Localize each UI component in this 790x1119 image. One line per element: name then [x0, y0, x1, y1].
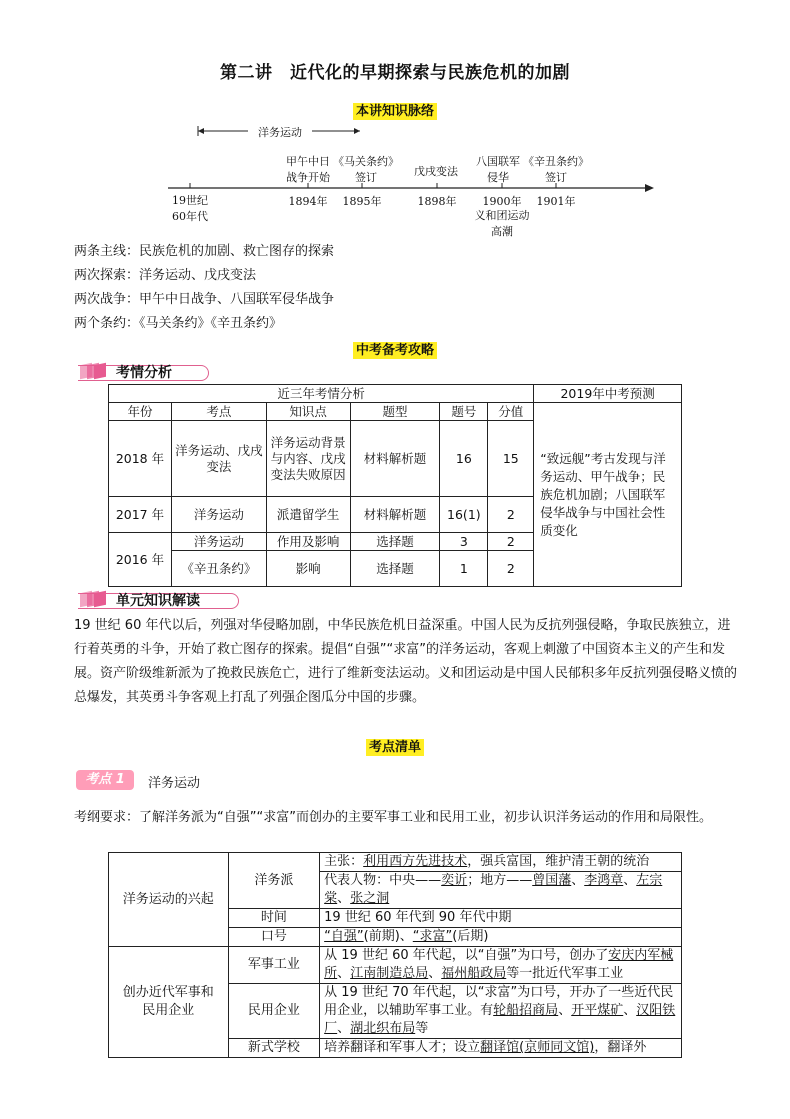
badge-unit-knowledge	[78, 589, 248, 609]
underlined-text: “求富”	[412, 929, 453, 944]
table-header: 题型	[350, 403, 440, 421]
table-cell: 作用及影响	[266, 533, 350, 551]
requirement-text: 考纲要求：了解洋务派为“自强”“求富”而创办的主要军事工业和民用工业，初步认识洋务运动的作用和局限性。	[74, 810, 712, 825]
table-cell: 16(1)	[440, 497, 488, 533]
year-label: 1894年	[288, 195, 328, 208]
table-header: 知识点	[266, 403, 350, 421]
body-text: 培养翻译和军事人才；设立	[324, 1040, 481, 1055]
event-line: 签订	[545, 171, 567, 184]
section-heading-checklist	[0, 736, 790, 755]
table-cell: 2016 年	[109, 533, 172, 587]
time-label-cell: 时间	[228, 909, 320, 928]
table-cell: 2	[488, 533, 534, 551]
event-line: 战争开始	[286, 171, 330, 184]
table-header: 考点	[171, 403, 266, 421]
timeline	[0, 0, 790, 240]
event-line: 戊戌变法	[414, 165, 458, 178]
event-line: 《马关条约》	[333, 155, 399, 168]
timeline-lines	[0, 0, 790, 240]
body-text: ；地方——	[467, 873, 533, 888]
school-label-cell: 新式学校	[228, 1039, 320, 1058]
body-text: 、	[337, 1021, 351, 1036]
section-heading-strategy	[0, 339, 790, 358]
underlined-text: 利用西方先进技术	[363, 854, 468, 869]
table-cell: 3	[440, 533, 488, 551]
underlined-text: 李鸿章	[584, 873, 624, 888]
underlined-text: 奕䜣	[441, 873, 468, 888]
boxer-line: 高潮	[491, 225, 513, 238]
table-cell: 影响	[266, 551, 350, 587]
table-cell: 16	[440, 421, 488, 497]
boxer-label	[467, 207, 537, 239]
time-value-cell: 19 世纪 60 年代到 90 年代中期	[320, 909, 682, 928]
yangwupai-cell: 洋务派	[228, 853, 320, 909]
table-predict-header: 2019年中考预测	[534, 385, 682, 403]
table-cell: 洋务运动背景与内容、戊戌变法失败原因	[266, 421, 350, 497]
year-label: 1895年	[342, 195, 382, 208]
body-text: 、	[623, 873, 637, 888]
event-label	[405, 163, 467, 179]
body-text: 、	[337, 966, 351, 981]
body-text: 、	[571, 873, 585, 888]
underlined-text: 左宗棠	[324, 873, 663, 906]
body-text: 、	[623, 1003, 637, 1018]
start-label	[165, 192, 215, 224]
table-cell: 15	[488, 421, 534, 497]
school-value-cell	[320, 1039, 682, 1058]
body-text: 、	[558, 1003, 572, 1018]
label-text: 主张：	[324, 854, 364, 869]
timeline-span-label: 洋务运动	[258, 126, 302, 139]
event-label	[327, 153, 405, 185]
badge-label: 单元知识解读	[116, 593, 200, 609]
book-stack-icon	[78, 361, 108, 381]
year-label: 1900年	[482, 195, 522, 208]
year-label: 1898年	[417, 195, 457, 208]
table-cell: 派遣留学生	[266, 497, 350, 533]
body-text: ，强兵富国，维护清王朝的统治	[467, 854, 650, 869]
zhuzhang-cell	[320, 853, 682, 872]
badge-label: 考情分析	[116, 365, 172, 381]
yangwu-table	[108, 852, 682, 1058]
table-cell: 2	[488, 551, 534, 587]
rise-cell: 洋务运动的兴起	[109, 853, 229, 947]
daibiao-cell	[320, 872, 682, 909]
section-heading-label: 本讲知识脉络	[353, 103, 437, 120]
underlined-text: 张之洞	[350, 891, 390, 906]
body-text: 从 19 世纪 70 年代起，以“求富”为口号，开办了一些近代民用企业，以辅助军事工业。有	[324, 985, 674, 1018]
table-cell: 《辛丑条约》	[171, 551, 266, 587]
event-line: 八国联军	[476, 155, 520, 168]
summary-line: 两条主线：民族危机的加剧、救亡图存的探索	[74, 244, 335, 259]
year-label: 1901年	[536, 195, 576, 208]
body-text: (前期)、	[363, 929, 413, 944]
unit-paragraph: 19 世纪 60 年代以后，列强对华侵略加剧，中华民族危机日益深重。中国人民为反抗列强侵略，争取民族独立，进行着英勇的斗争，开始了救亡图存的探索。提倡“自强”“求富”的洋务运动，客观上刺激了中国资本主义的产生和发展。资产阶级维新派为了挽救民族危亡，进行了维新变法运动。义和团运动是中国人民郁积多年反抗列强侵略义愤的总爆发，其英勇斗争客观上打乱了列强企图瓜分中国的步骤。	[74, 618, 738, 705]
boxer-line: 义和团运动	[474, 209, 530, 222]
table-header: 分值	[488, 403, 534, 421]
slogan-label-cell: 口号	[228, 928, 320, 947]
kaodian-title: 洋务运动	[148, 776, 201, 791]
civil-value-cell	[320, 984, 682, 1039]
summary-list	[74, 240, 334, 336]
start-line: 19世纪	[172, 194, 208, 207]
table-cell: 2	[488, 497, 534, 533]
create-cell: 创办近代军事和民用企业	[109, 947, 229, 1058]
body-text: ，翻译外	[594, 1040, 647, 1055]
table-cell: 材料解析题	[350, 421, 440, 497]
table-group-header: 近三年考情分析	[109, 385, 534, 403]
underlined-text: 翻译馆(京师同文馆)	[480, 1040, 595, 1055]
summary-line: 两个条约：《马关条约》《辛丑条约》	[74, 316, 283, 331]
underlined-text: 开平煤矿	[571, 1003, 624, 1018]
exam-analysis-table	[108, 384, 682, 587]
prediction-cell: “致远舰”考古发现与洋务运动、甲午战争；民族危机加剧；八国联军侵华战争与中国社会性质变化	[534, 403, 682, 587]
military-label-cell: 军事工业	[228, 947, 320, 984]
table-header: 年份	[109, 403, 172, 421]
event-line: 《辛丑条约》	[523, 155, 589, 168]
summary-line: 两次战争：甲午中日战争、八国联军侵华战争	[74, 292, 335, 307]
underlined-text: 安庆内军械所	[324, 948, 674, 981]
body-text: 、	[337, 891, 351, 906]
body-text: 等	[415, 1021, 429, 1036]
badge-exam-analysis	[78, 361, 218, 381]
summary-line: 两次探索：洋务运动、戊戌变法	[74, 268, 257, 283]
military-value-cell	[320, 947, 682, 984]
body-text: 从 19 世纪 60 年代起，以“自强”为口号，创办了	[324, 948, 609, 963]
section-heading-label: 中考备考攻略	[353, 342, 437, 359]
start-line: 60年代	[172, 210, 208, 223]
underlined-text: 曾国藩	[532, 873, 572, 888]
underlined-text: 江南制造总局	[350, 966, 429, 981]
table-cell: 洋务运动	[171, 533, 266, 551]
event-line: 签订	[355, 171, 377, 184]
table-cell: 1	[440, 551, 488, 587]
table-cell: 2017 年	[109, 497, 172, 533]
body-text: 、	[428, 966, 442, 981]
event-line: 侵华	[487, 171, 509, 184]
civil-label-cell: 民用企业	[228, 984, 320, 1039]
slogan-value-cell	[320, 928, 682, 947]
book-stack-icon	[78, 589, 108, 609]
page-title: 第二讲 近代化的早期探索与民族危机的加剧	[220, 63, 570, 83]
underlined-text: 轮船招商局	[493, 1003, 559, 1018]
event-label	[515, 153, 597, 185]
table-cell: 材料解析题	[350, 497, 440, 533]
body-text: 等一批近代军事工业	[506, 966, 624, 981]
table-cell: 2018 年	[109, 421, 172, 497]
table-cell: 洋务运动	[171, 497, 266, 533]
body-text: (后期)	[452, 929, 489, 944]
underlined-text: 湖北织布局	[350, 1021, 416, 1036]
table-cell: 选择题	[350, 533, 440, 551]
table-header: 题号	[440, 403, 488, 421]
underlined-text: 福州船政局	[441, 966, 507, 981]
table-cell: 选择题	[350, 551, 440, 587]
underlined-text: “自强”	[324, 929, 364, 944]
label-text: 代表人物：中央——	[324, 873, 442, 888]
section-heading-label: 考点清单	[366, 739, 424, 756]
kaodian-badge: 考点 1	[76, 770, 134, 790]
event-line: 甲午中日	[286, 155, 330, 168]
underlined-text: 汉阳铁厂	[324, 1003, 676, 1036]
table-cell: 洋务运动、戊戌变法	[171, 421, 266, 497]
